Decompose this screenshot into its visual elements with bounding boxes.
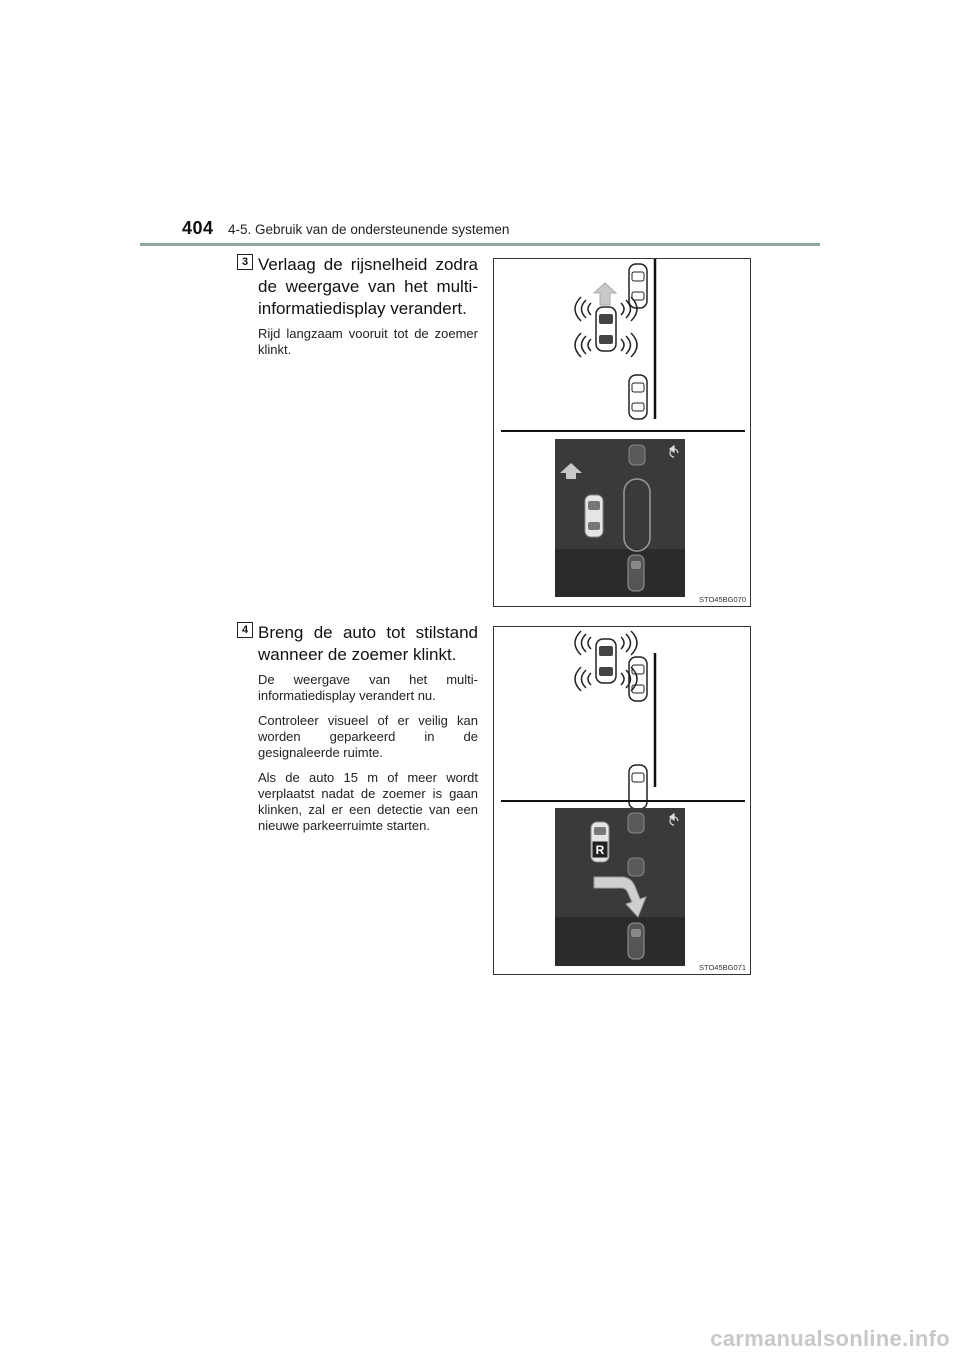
parked-car-icon: [629, 765, 647, 809]
display-parked-car-icon: [628, 813, 644, 833]
reverse-gear-label: R: [595, 843, 605, 857]
step-3-heading: Verlaag de rijsnelheid zodra de weergave van het multi-informatiedisplay verandert.: [258, 255, 478, 318]
reverse-gear-indicator: [592, 841, 608, 858]
figure-step-3: [493, 258, 751, 607]
own-car-icon: [596, 639, 616, 683]
display-parked-car-icon: [628, 555, 644, 591]
multi-information-display: [555, 439, 685, 597]
step-4-badge: 4: [237, 622, 253, 638]
multi-information-display: [555, 808, 685, 966]
display-car-icon: [585, 495, 603, 537]
figure-step-4: [493, 626, 751, 975]
step-4-paragraph: Als de auto 15 m of meer wordt verplaatst nadat de zoemer is gaan klinken, zal er een detectie van een nieuwe parkeerruimte starten.: [258, 770, 478, 833]
display-parked-car-icon: [628, 858, 644, 876]
parked-car-icon: [629, 375, 647, 419]
parking-diagram: [501, 259, 745, 431]
section-title: 4-5. Gebruik van de ondersteunende systemen: [228, 222, 510, 237]
step-4-paragraph: De weergave van het multi-informatiedisplay verandert nu.: [258, 672, 478, 703]
parked-car-icon: [629, 264, 647, 308]
own-car-icon: [596, 307, 616, 351]
step-3-paragraph: Rijd langzaam vooruit tot de zoemer klinkt.: [258, 326, 478, 357]
parking-diagram: [501, 631, 745, 809]
page-number: 404: [182, 218, 214, 238]
step-4-paragraph: Controleer visueel of er veilig kan worden geparkeerd in de gesignaleerde ruimte.: [258, 713, 478, 760]
step-4-body: [258, 672, 478, 843]
header-rule: [140, 243, 820, 246]
step-3-badge: 3: [237, 254, 253, 270]
step-3-body: [258, 326, 478, 367]
figure-code: STO45BG071: [699, 963, 746, 972]
forward-arrow-icon: [594, 283, 616, 305]
footer-watermark[interactable]: carmanualsonline.info: [710, 1326, 950, 1351]
parked-car-icon: [629, 657, 647, 701]
display-parked-car-icon: [628, 923, 644, 959]
step-4-heading: Breng de auto tot stilstand wanneer de zoemer klinkt.: [258, 623, 478, 664]
display-parked-car-icon: [629, 445, 645, 465]
figure-code: STO45BG070: [699, 595, 746, 604]
